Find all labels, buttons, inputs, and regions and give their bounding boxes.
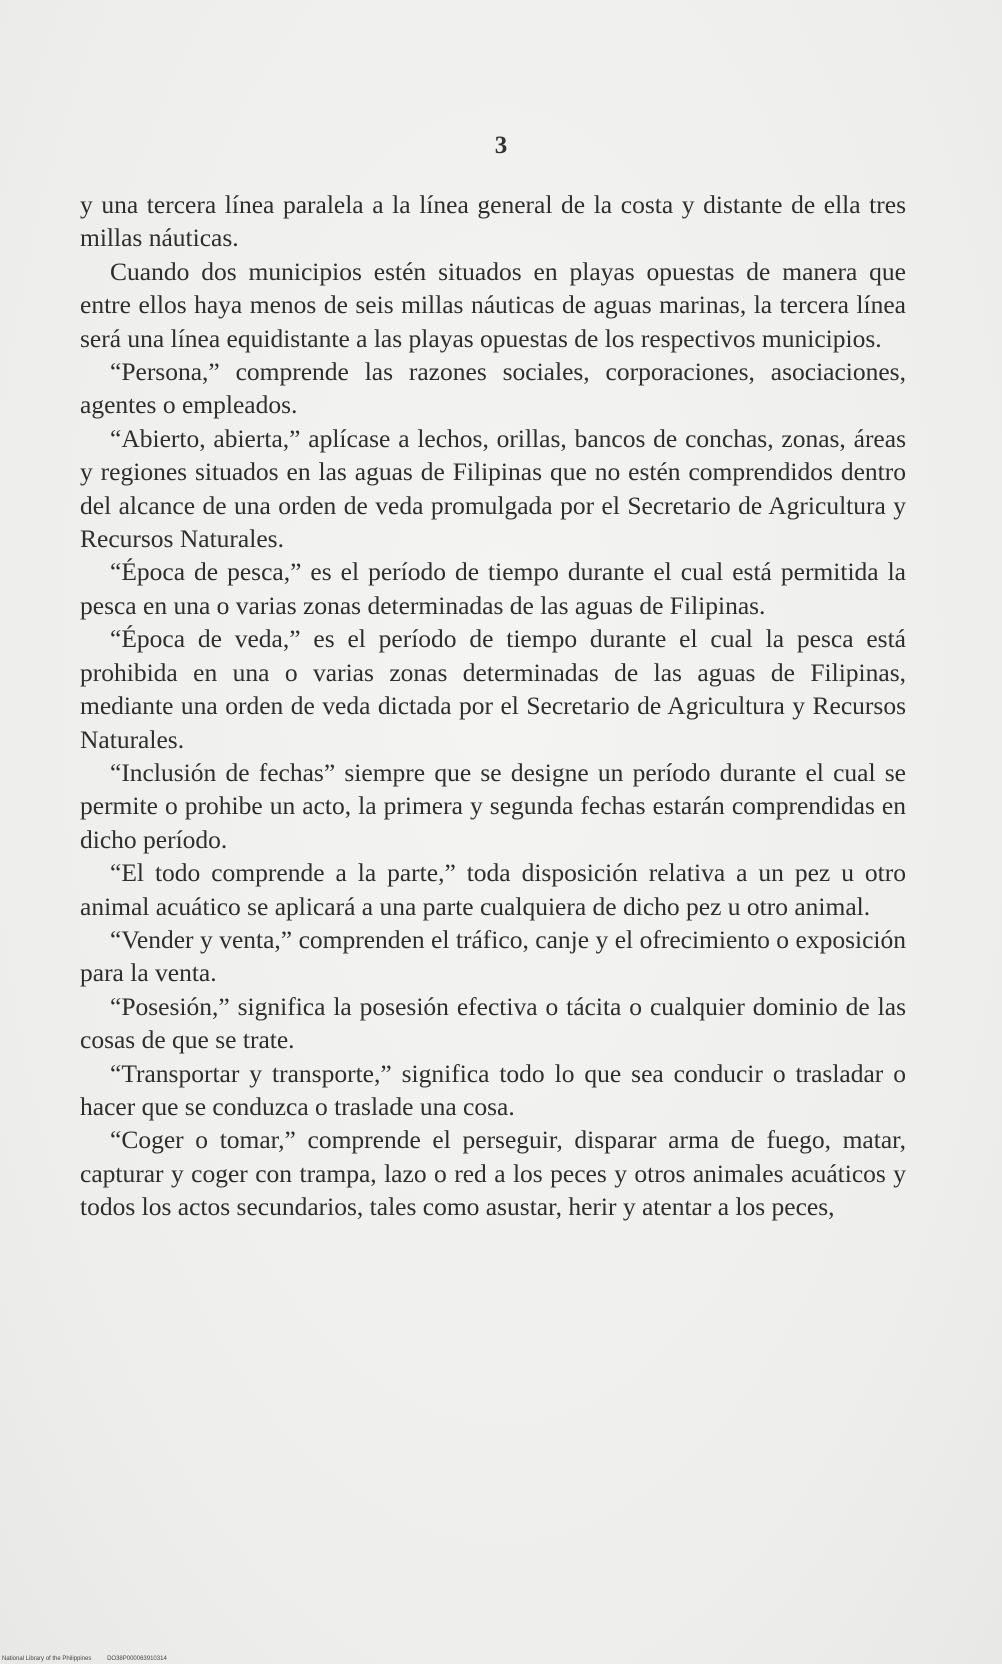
paragraph: “Abierto, abierta,” aplícase a lechos, orillas, bancos de conchas, zonas, áreas y regiones situados en las aguas de Filipinas que no estén comprendidos dentro del alcance de una orden de veda promulgada por el Secretario de Agricultura y Recursos Naturales. bbox=[80, 423, 906, 554]
paragraph: “Inclusión de fechas” siempre que se designe un período durante el cual se permite o prohibe un acto, la primera y segunda fechas estarán comprendidas en dicho período. bbox=[80, 757, 906, 854]
paragraph: Cuando dos municipios estén situados en playas opuestas de manera que entre ellos haya menos de seis millas náuticas de aguas marinas, la tercera línea será una línea equidistante a las playas opuestas de los respectivos municipios. bbox=[80, 256, 906, 353]
paragraph: “Persona,” comprende las razones sociales, corporaciones, asociaciones, agentes o empleados. bbox=[80, 357, 906, 420]
footer-library: National Library of the Philippines bbox=[2, 1656, 92, 1662]
paragraph: “Época de veda,” es el período de tiempo durante el cual la pesca está prohibida en una o varias zonas determinadas de las aguas de Filipinas, mediante una orden de veda dictada por el Secretario de Agricultura y Recursos Naturales. bbox=[80, 624, 906, 754]
paragraph: “Posesión,” significa la posesión efectiva o tácita o cualquier dominio de las cosas de que se trate. bbox=[80, 991, 906, 1055]
paragraph: “Vender y venta,” comprenden el tráfico, canje y el ofrecimiento o exposición para la venta. bbox=[80, 924, 906, 988]
scan-footer bbox=[2, 1656, 167, 1662]
paragraph: “El todo comprende a la parte,” toda disposición relativa a un pez u otro animal acuático se aplicará a una parte cualquiera de dicho pez u otro animal. bbox=[80, 858, 906, 921]
paragraph: y una tercera línea paralela a la línea general de la costa y distante de ella tres millas náuticas. bbox=[80, 190, 906, 253]
footer-code: DO38P000063910314 bbox=[107, 1656, 167, 1662]
page-number: 3 bbox=[494, 132, 508, 159]
paragraph: “Transportar y transporte,” significa todo lo que sea conducir o trasladar o hacer que se conduzca o traslade una cosa. bbox=[80, 1058, 906, 1121]
paragraph: “Época de pesca,” es el período de tiempo durante el cual está permitida la pesca en una o varias zonas determinadas de las aguas de Filipinas. bbox=[80, 557, 906, 620]
body-text bbox=[80, 188, 906, 1224]
paragraph: “Coger o tomar,” comprende el perseguir, disparar arma de fuego, matar, capturar y coger con trampa, lazo o red a los peces y otros animales acuáticos y todos los actos secundarios, tales como asustar, herir y atentar a los peces, bbox=[80, 1125, 906, 1222]
